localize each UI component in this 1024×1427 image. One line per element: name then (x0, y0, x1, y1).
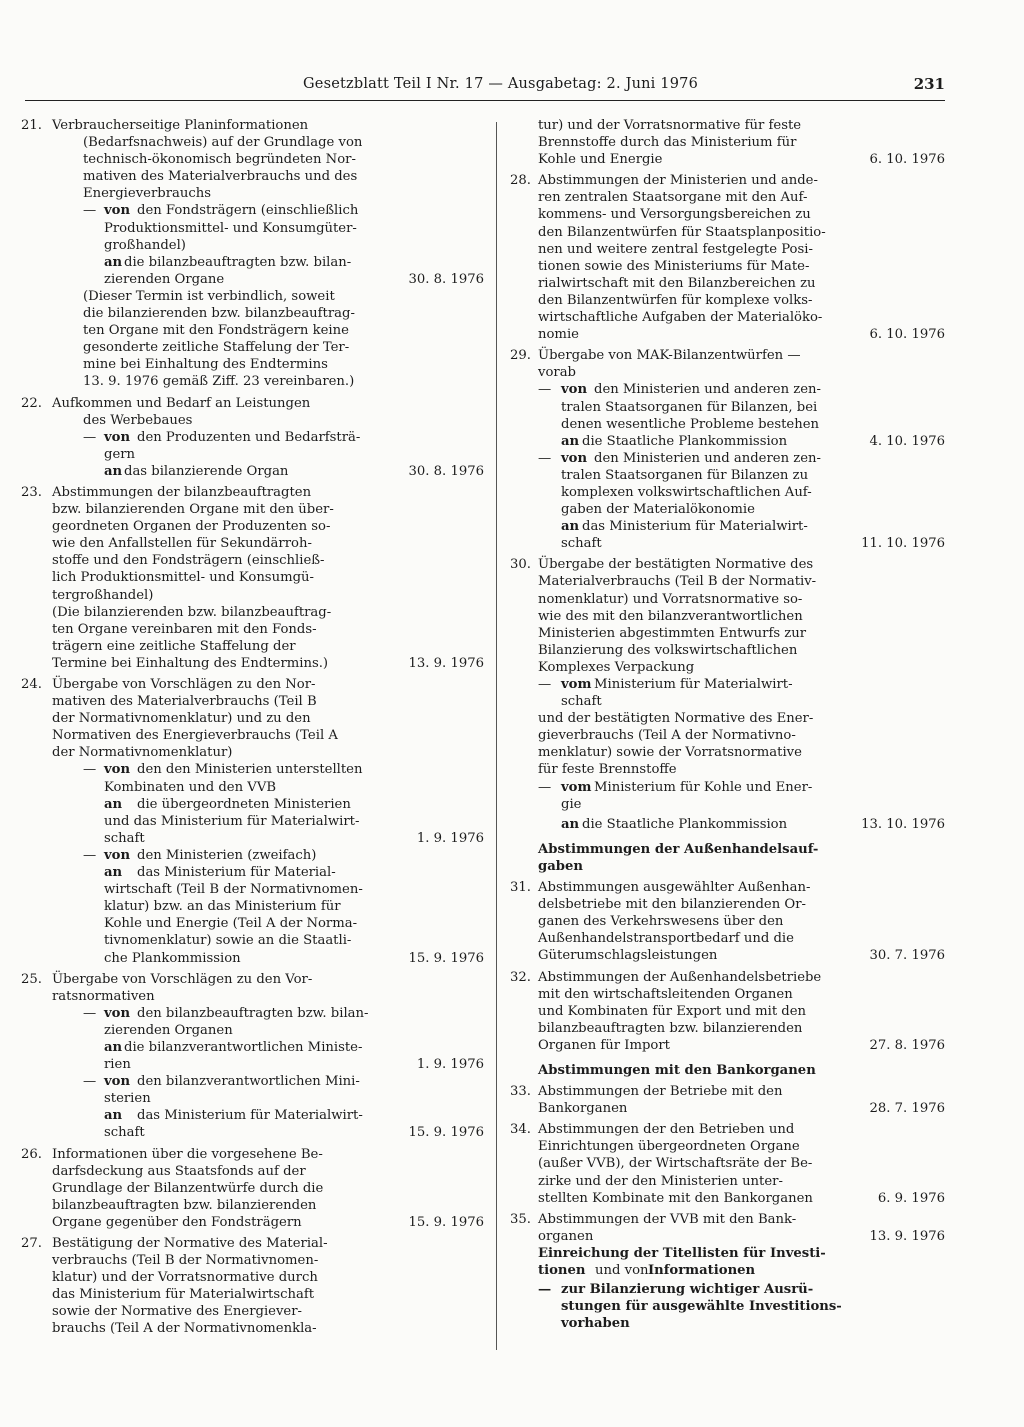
dash: — (83, 429, 97, 445)
deadline-date: 13. 9. 1976 (408, 655, 484, 671)
list-item: 35. Abstimmungen der VVB mit den Bank- organen 13. 9. 1976 (510, 1211, 945, 1244)
deadline-date: 30. 7. 1976 (869, 948, 945, 964)
list-item: 23. Abstimmungen der bilanzbeauftragten bzw. bilanzierenden Organe mit den über- geordneten Organen der Produzenten so- wie den Anfallstellen für Sekundärroh- stoffe und den Fondsträgern (einschließ- lich Produktionsmittel- und Konsumgü- tergroßhandel) (Die bilanzierenden bzw. bilanzbeauftrag- ten Organe vereinbaren mit den Fonds- trägern eine zeitliche Staffelung der Termine bei Einhaltung des Endtermins.) 13. 9. 1976 (21, 484, 484, 671)
deadline-date: 15. 9. 1976 (408, 1214, 484, 1230)
list-item: 22. Aufkommen und Bedarf an Leistungen des Werbebaues — von den Produzenten und Bedarfsträ- gern an das bilanzierende Organ 30. 8. 1976 (21, 395, 484, 479)
deadline-date: 6. 9. 1976 (877, 1190, 945, 1206)
deadline-date: 4. 10. 1976 (869, 433, 945, 449)
section-heading: Abstimmungen mit den Bankorganen (538, 1062, 816, 1078)
dash: — (83, 203, 97, 219)
dash: — (538, 677, 552, 692)
deadline-date: 6. 10. 1976 (869, 327, 945, 343)
item-number: 30. (510, 557, 531, 573)
right-column (510, 117, 945, 1332)
dash: — (83, 762, 97, 778)
item-number: 32. (510, 969, 531, 985)
deadline-date: 1. 9. 1976 (416, 1057, 484, 1073)
list-item: 24. Übergabe von Vorschlägen zu den Nor- mativen des Materialverbrauchs (Teil B der Normativnomenklatur) und zu den Normativen des Energieverbrauchs (Teil A der Normativnomenklatur) — von den den Ministerien unterstellten Kombinaten und den VVB an die übergeordneten Ministerien und das Ministerium für Materialwirt- schaft 1. 9. 1976 — von den Ministerien (zweifach) an das Ministerium für Material- wirtschaft (Teil B der Normativnomen- klatur) bzw. an das Ministerium für Kohle und Energie (Teil A der Norma- tivnomenklatur) sowie an die Staatli- che Plankommission 15. 9. 1976 (21, 677, 484, 966)
list-item: 21. Verbraucherseitige Planinformationen (Bedarfsnachweis) auf der Grundlage von technisch-ökonomisch begründeten Nor- mativen des Materialverbrauchs und des Energieverbrauchs — von den Fondsträgern (einschließlich Produktionsmittel- und Konsumgüter- großhandel) an die bilanzbeauftragten bzw. bilan- zierenden Organe 30. 8. 1976 (Dieser Termin ist verbindlich, soweit die bilanzierenden bzw. bilanzbeauftrag- ten Organe mit den Fondsträgern keine gesonderte zeitliche Staffelung der Ter- mine bei Einhaltung des Endtermins 13. 9. 1976 gemäß Ziff. 23 vereinbaren.) (21, 118, 484, 390)
dash: — (538, 450, 552, 466)
section-heading: Abstimmungen der Außenhandelsauf- gaben (538, 841, 819, 874)
column-divider (496, 122, 497, 1350)
item-number: 35. (510, 1211, 531, 1227)
list-item: 30. Übergabe der bestätigten Normative des Materialverbrauchs (Teil B der Normativ- nomenklatur) und Vorratsnormative so- wie des mit den bilanzverantwortlichen Ministerien abgestimmten Entwurfs zur Bilanzierung des volkswirtschaftlichen Komplexes Verpackung — vom Ministerium für Materialwirt- schaft und der bestätigten Normative des Ener- gieverbrauchs (Teil A der Normativno- menklatur) sowie der Vorratsnormative für feste Brennstoffe — vom Ministerium für Kohle und Ener- gie an die Staatliche Plankommission 13. 10. 1976 (510, 557, 945, 832)
list-item: 25. Übergabe von Vorschlägen zu den Vor- ratsnormativen — von den bilanzbeauftragten bzw. bilan- zierenden Organen an die bilanzverantwortlichen Ministe- rien 1. 9. 1976 — von den bilanzverantwortlichen Mini- sterien an das Ministerium für Materialwirt- schaft 15. 9. 1976 (21, 971, 484, 1141)
page-number: 231 (913, 75, 945, 93)
list-item: 28. Abstimmungen der Ministerien und ande- ren zentralen Staatsorgane mit den Auf- kommens- und Versorgungsbereichen zu den Bilanzentwürfen für Staatsplanpositio- nen und weitere zentral festgelegte Posi- tionen sowie des Ministeriums für Mate- rialwirtschaft mit den Bilanzbereichen zu den Bilanzentwürfen für komplexe volks- wirtschaftliche Aufgaben der Materialöko- nomie 6. 10. 1976 (510, 173, 945, 343)
section-heading: Einreichung der Titellisten für Investi- tionen und von Informationen — zur Bilanzierung wichtiger Ausrü- stungen für ausgewählte Investitions- vorhaben (538, 1245, 842, 1332)
item-number: 25. (21, 971, 42, 987)
item-number: 34. (510, 1122, 531, 1138)
deadline-date: 28. 7. 1976 (869, 1101, 945, 1117)
dash: — (538, 1282, 552, 1298)
list-item: 34. Abstimmungen der den Betrieben und Einrichtungen übergeordneten Organe (außer VVB), der Wirtschaftsräte der Be- zirke und der den Ministerien unter- stellten Kombinate mit den Bankorganen 6. 9. 1976 (510, 1122, 945, 1206)
deadline-date: 15. 9. 1976 (408, 950, 484, 966)
item-number: 22. (21, 395, 42, 411)
deadline-date: 13. 10. 1976 (861, 816, 945, 832)
list-item: tur) und der Vorratsnormative für feste Brennstoffe durch das Ministerium für Kohle und Energie 6. 10. 1976 (538, 118, 945, 168)
dash: — (83, 1074, 97, 1090)
deadline-date: 1. 9. 1976 (416, 830, 484, 846)
item-number: 29. (510, 348, 531, 364)
deadline-date: 27. 8. 1976 (869, 1037, 945, 1053)
item-number: 28. (510, 173, 531, 189)
list-item: 32. Abstimmungen der Außenhandelsbetriebe mit den wirtschaftsleitenden Organen und Kombinaten für Export und mit den bilanzbeauftragten bzw. bilanzierenden Organen für Import 27. 8. 1976 (510, 969, 945, 1053)
list-item: 26. Informationen über die vorgesehene Be- darfsdeckung aus Staatsfonds auf der Grundlage der Bilanzentwürfe durch die bilanzbeauftragten bzw. bilanzierenden Organe gegenüber den Fondsträgern 15. 9. 1976 (21, 1146, 484, 1230)
list-item: 27. Bestätigung der Normative des Material- verbrauchs (Teil B der Normativnomen- klatur) und der Vorratsnormative durch das Ministerium für Materialwirtschaft sowie der Normative des Energiever- brauchs (Teil A der Normativnomenkla- (21, 1236, 328, 1337)
left-column (21, 117, 484, 1338)
dash: — (83, 1005, 97, 1021)
list-item: 31. Abstimmungen ausgewählter Außenhan- delsbetriebe mit den bilanzierenden Or- ganen des Verkehrswesens über den Außenhandelstransportbedarf und die Güterumschlagsleistungen 30. 7. 1976 (510, 880, 945, 964)
item-number: 31. (510, 880, 531, 896)
dash: — (538, 779, 552, 795)
list-item: 33. Abstimmungen der Betriebe mit den Bankorganen 28. 7. 1976 (510, 1084, 945, 1117)
dash: — (538, 382, 552, 398)
deadline-date: 6. 10. 1976 (869, 152, 945, 168)
deadline-date: 30. 8. 1976 (408, 463, 484, 479)
deadline-date: 15. 9. 1976 (408, 1125, 484, 1141)
deadline-date: 30. 8. 1976 (408, 271, 484, 287)
dash: — (83, 847, 97, 863)
item-number: 21. (21, 118, 42, 133)
item-number: 33. (510, 1084, 531, 1100)
deadline-date: 13. 9. 1976 (869, 1228, 945, 1244)
item-number: 26. (21, 1146, 42, 1162)
item-number: 24. (21, 677, 42, 692)
header-title: Gesetzblatt Teil I Nr. 17 — Ausgabetag: 2. Juni 1976 (303, 76, 699, 92)
item-number: 27. (21, 1236, 42, 1251)
deadline-date: 11. 10. 1976 (861, 536, 945, 552)
page-header (25, 76, 945, 101)
list-item: 29. Übergabe von MAK-Bilanzentwürfen — vorab — von den Ministerien und anderen zen- tralen Staatsorganen für Bilanzen, bei denen wesentliche Probleme bestehen an die Staatliche Plankommission 4. 10. 1976 — von den Ministerien und anderen zen- tralen Staatsorganen für Bilanzen zu komplexen volkswirtschaftlichen Auf- gaben der Materialökonomie an das Ministerium für Materialwirt- schaft 11. 10. 1976 (510, 348, 945, 552)
item-number: 23. (21, 484, 42, 500)
